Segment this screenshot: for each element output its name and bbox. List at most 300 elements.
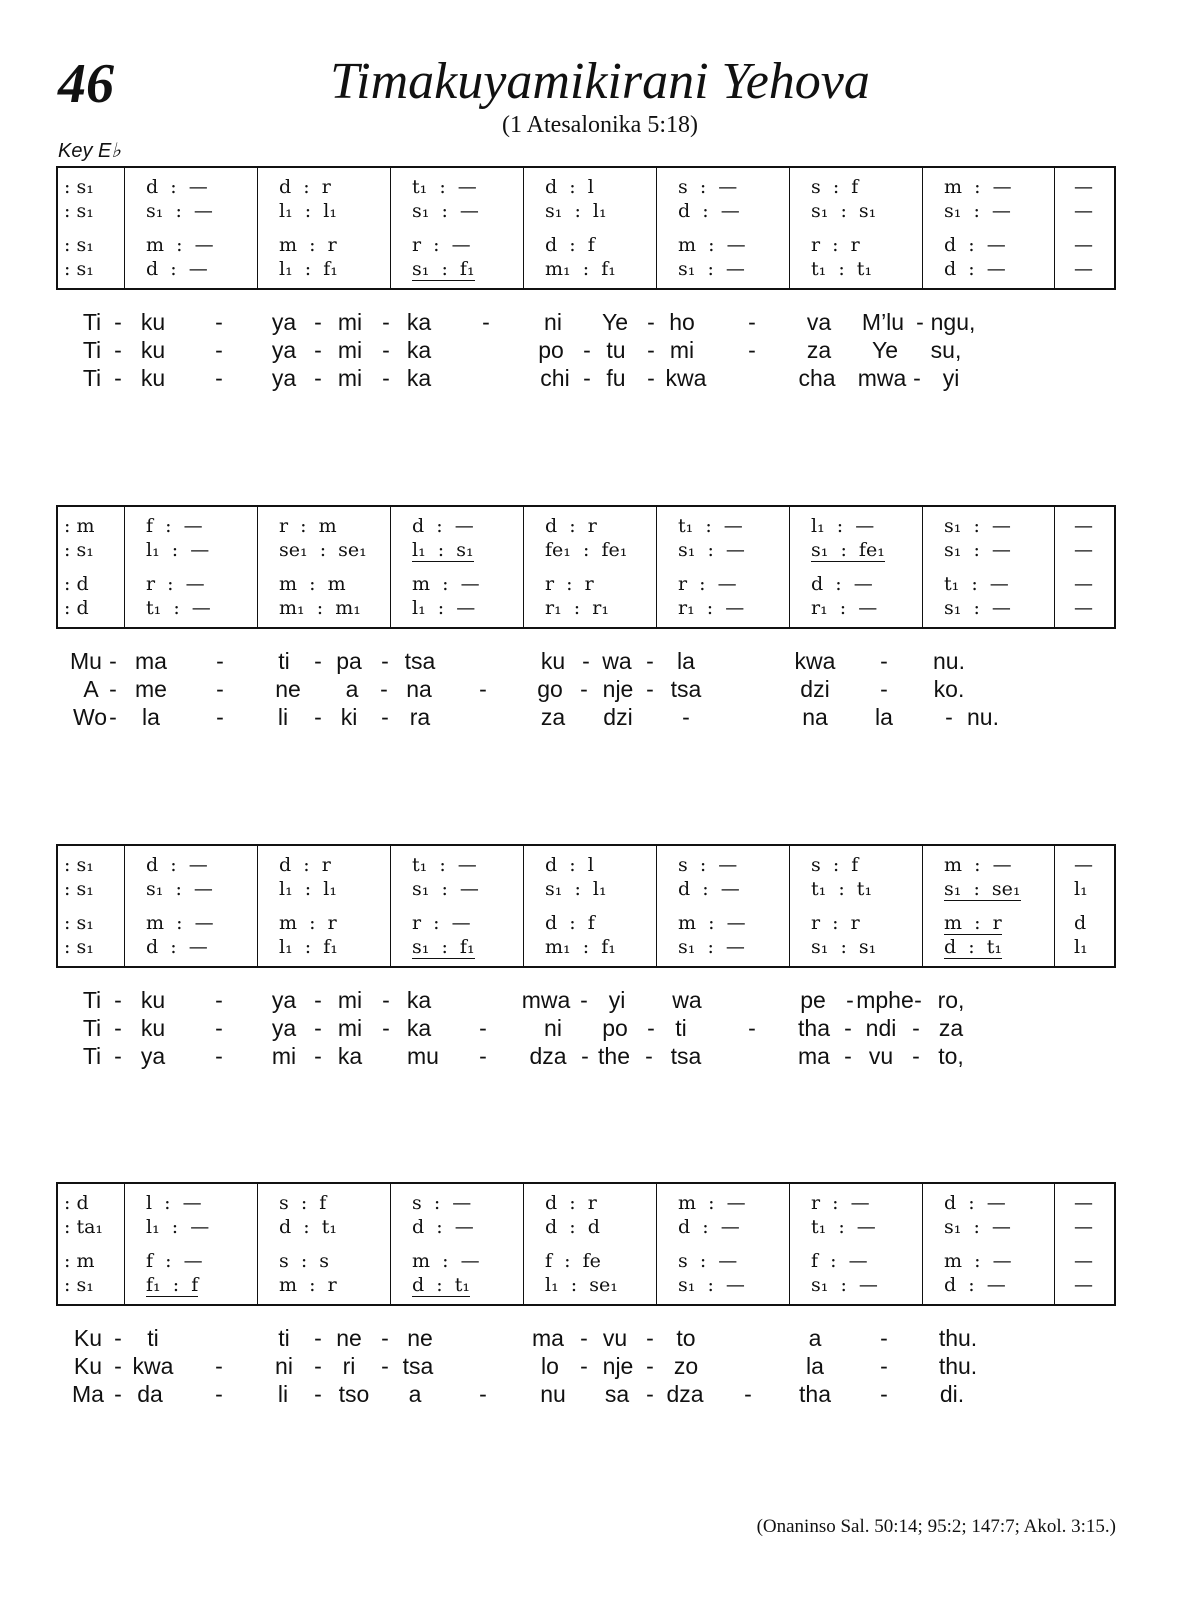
lyric-syllable: ndi	[865, 1015, 897, 1041]
bar-line	[124, 507, 125, 627]
note-cell: f₁ : f	[146, 1274, 199, 1296]
hyphen: -	[382, 987, 390, 1013]
lyric-syllable: ya	[271, 987, 297, 1013]
lyric-syllable: zo	[673, 1353, 699, 1379]
lyric-syllable: nje	[602, 1353, 634, 1379]
lyric-syllable: ku	[140, 309, 166, 335]
note-cell: l₁ : —	[412, 597, 476, 619]
note-cell: : s₁	[64, 176, 94, 198]
note-cell: : s₁	[64, 234, 94, 256]
lyric-syllable: nu.	[967, 704, 999, 730]
note-cell: d : l	[545, 176, 594, 198]
note-cell: f : —	[811, 1250, 868, 1272]
hyphen: -	[479, 676, 487, 702]
lyric-syllable: the	[598, 1043, 630, 1069]
lyric-syllable: Mu	[70, 648, 102, 674]
lyric-syllable: na	[802, 704, 828, 730]
note-cell: t₁ : t₁	[811, 878, 873, 900]
bar-line	[789, 507, 790, 627]
hyphen: -	[580, 676, 588, 702]
lyric-syllable: Ti	[82, 987, 102, 1013]
lyric-syllable: mwa	[857, 365, 907, 391]
lyric-syllable: wa	[602, 648, 632, 674]
bar-line	[257, 168, 258, 288]
note-cell: : s₁	[64, 258, 94, 280]
note-cell: s : —	[678, 176, 738, 198]
hyphen: -	[846, 987, 854, 1013]
lyric-line	[0, 986, 1200, 1014]
note-cell: l₁	[1074, 936, 1088, 958]
note-cell: s₁ : se₁	[944, 878, 1021, 900]
lyric-syllable: to	[676, 1325, 696, 1351]
lyric-syllable: ni	[544, 1015, 562, 1041]
lyric-syllable: ti	[675, 1015, 687, 1041]
note-cell: s : —	[678, 1250, 738, 1272]
lyric-syllable: mi	[337, 365, 363, 391]
bar-line	[523, 846, 524, 966]
note-cell: : m	[64, 515, 95, 537]
note-cell: —	[1074, 1274, 1093, 1296]
lyric-syllable: Ye	[871, 337, 899, 363]
hyphen: -	[216, 648, 224, 674]
hyphen: -	[114, 337, 122, 363]
note-cell: r : r	[811, 912, 860, 934]
lyric-syllable: thu.	[938, 1325, 978, 1351]
lyric-syllable: ni	[275, 1353, 293, 1379]
hyphen: -	[114, 1015, 122, 1041]
note-cell: l₁ : —	[146, 539, 210, 561]
hyphen: -	[880, 648, 888, 674]
note-cell: m₁ : f₁	[545, 936, 616, 958]
note-cell: m : r	[279, 1274, 337, 1296]
note-cell: s₁ : s₁	[811, 936, 877, 958]
note-cell: d : r	[545, 1192, 597, 1214]
note-cell: d : —	[146, 854, 208, 876]
note-cell: —	[1074, 1192, 1093, 1214]
bar-line	[1054, 507, 1055, 627]
hyphen: -	[482, 309, 490, 335]
note-cell: : d	[64, 597, 89, 619]
lyric-syllable: la	[677, 648, 695, 674]
note-cell: s₁ : l₁	[545, 200, 607, 222]
lyric-syllable: da	[137, 1381, 163, 1407]
bar-line	[257, 1184, 258, 1304]
lyric-syllable: ki	[340, 704, 358, 730]
lyric-syllable: ne	[407, 1325, 433, 1351]
note-cell: —	[1074, 176, 1093, 198]
note-cell: m : m	[279, 573, 346, 595]
hyphen: -	[381, 1353, 389, 1379]
note-cell: d : —	[944, 1192, 1006, 1214]
lyric-syllable: a	[408, 1381, 422, 1407]
hyphen: -	[880, 1325, 888, 1351]
note-cell: —	[1074, 515, 1093, 537]
hyphen: -	[748, 1015, 756, 1041]
hyphen: -	[215, 1381, 223, 1407]
lyric-syllable: Ti	[82, 309, 102, 335]
hyphen: -	[682, 704, 690, 730]
bar-line	[124, 1184, 125, 1304]
lyric-syllable: a	[345, 676, 359, 702]
hyphen: -	[114, 1381, 122, 1407]
lyric-syllable: tsa	[670, 676, 702, 702]
lyric-syllable: dzi	[800, 676, 830, 702]
note-cell: d : r	[279, 854, 331, 876]
lyric-syllable: tsa	[670, 1043, 702, 1069]
note-cell: m : —	[146, 912, 214, 934]
note-cell: m : r	[279, 234, 337, 256]
note-cell: r : r	[811, 234, 860, 256]
lyric-syllable: mi	[337, 1015, 363, 1041]
note-cell: d : d	[545, 1216, 600, 1238]
lyric-syllable: kwa	[794, 648, 836, 674]
hyphen: -	[580, 1325, 588, 1351]
hyphen: -	[479, 1015, 487, 1041]
note-cell: s₁ : —	[944, 1216, 1011, 1238]
hyphen: -	[916, 309, 924, 335]
hyphen: -	[382, 1015, 390, 1041]
hyphen: -	[580, 987, 588, 1013]
note-cell: s₁ : —	[412, 200, 479, 222]
lyric-line	[0, 364, 1200, 392]
note-cell: l₁ : —	[811, 515, 875, 537]
bar-line	[922, 507, 923, 627]
lyric-syllable: va	[806, 309, 832, 335]
note-cell: : s₁	[64, 936, 94, 958]
lyric-syllable: ya	[271, 365, 297, 391]
lyric-syllable: tsa	[404, 648, 436, 674]
hyphen: -	[381, 648, 389, 674]
lyric-syllable: ro,	[937, 987, 965, 1013]
note-cell: f : fe	[545, 1250, 601, 1272]
note-cell: d : —	[944, 234, 1006, 256]
lyric-syllable: la	[142, 704, 160, 730]
note-cell: —	[1074, 1250, 1093, 1272]
bar-line	[656, 168, 657, 288]
hyphen: -	[314, 648, 322, 674]
bar-line	[257, 507, 258, 627]
lyric-syllable: ku	[540, 648, 566, 674]
lyric-syllable: ya	[271, 337, 297, 363]
lyric-syllable: ka	[337, 1043, 363, 1069]
note-cell: —	[1074, 597, 1093, 619]
lyric-syllable: Ti	[82, 1043, 102, 1069]
hyphen: -	[912, 1015, 920, 1041]
note-cell: d : t₁	[279, 1216, 337, 1238]
note-cell: l₁ : l₁	[279, 200, 337, 222]
lyric-syllable: Ku	[73, 1353, 103, 1379]
hyphen: -	[114, 1353, 122, 1379]
bar-line	[789, 846, 790, 966]
note-cell: d : —	[944, 258, 1006, 280]
hyphen: -	[381, 704, 389, 730]
hyphen: -	[880, 676, 888, 702]
lyric-line	[0, 1324, 1200, 1352]
lyric-syllable: po	[538, 337, 564, 363]
key-signature: Key E♭	[58, 140, 121, 162]
lyric-syllable: tsa	[402, 1353, 434, 1379]
lyric-syllable: sa	[604, 1381, 630, 1407]
lyric-syllable: ti	[278, 1325, 290, 1351]
lyric-syllable: za	[806, 337, 832, 363]
lyric-syllable: chi	[540, 365, 570, 391]
song-title: Timakuyamikirani Yehova	[330, 53, 870, 110]
lyric-syllable: ti	[147, 1325, 159, 1351]
lyric-syllable: vu	[602, 1325, 628, 1351]
note-cell: : s₁	[64, 539, 94, 561]
staff-system	[56, 844, 1116, 968]
hyphen: -	[314, 704, 322, 730]
bar-line	[390, 507, 391, 627]
note-cell: s₁ : l₁	[545, 878, 607, 900]
note-cell: s₁ : —	[678, 936, 745, 958]
lyric-syllable: ya	[271, 309, 297, 335]
note-cell: t₁ : —	[944, 573, 1009, 595]
bar-line	[523, 507, 524, 627]
lyric-line	[0, 1380, 1200, 1408]
hyphen: -	[114, 987, 122, 1013]
hyphen: -	[109, 676, 117, 702]
hyphen: -	[646, 676, 654, 702]
note-cell: s₁ : —	[811, 1274, 878, 1296]
note-cell: : s₁	[64, 854, 94, 876]
lyric-line	[0, 703, 1200, 731]
note-cell: t₁ : —	[412, 854, 477, 876]
note-cell: s₁ : fe₁	[811, 539, 885, 561]
note-cell: r : r	[545, 573, 594, 595]
note-cell: : ta₁	[64, 1216, 104, 1238]
note-cell: s₁ : —	[146, 200, 213, 222]
note-cell: r : —	[412, 234, 471, 256]
hyphen: -	[114, 309, 122, 335]
hyphen: -	[314, 1325, 322, 1351]
lyric-syllable: dza	[529, 1043, 567, 1069]
lyric-line	[0, 336, 1200, 364]
note-cell: —	[1074, 854, 1093, 876]
hyphen: -	[215, 365, 223, 391]
note-cell: r : —	[678, 573, 737, 595]
hyphen: -	[880, 1381, 888, 1407]
staff-system	[56, 1182, 1116, 1306]
note-cell: s₁ : —	[944, 515, 1011, 537]
note-cell: —	[1074, 258, 1093, 280]
note-cell: s₁ : s₁	[811, 200, 877, 222]
note-cell: s₁ : f₁	[412, 258, 475, 280]
note-cell: l₁ : s₁	[412, 539, 474, 561]
note-cell: r : —	[811, 1192, 870, 1214]
lyric-syllable: ti	[278, 648, 290, 674]
note-cell: : s₁	[64, 912, 94, 934]
note-cell: d : f	[545, 912, 595, 934]
hyphen: -	[912, 1043, 920, 1069]
lyric-syllable: su,	[930, 337, 962, 363]
note-cell: m₁ : f₁	[545, 258, 616, 280]
note-cell: d : t₁	[412, 1274, 470, 1296]
note-cell: r₁ : —	[678, 597, 745, 619]
hyphen: -	[646, 1381, 654, 1407]
hyphen: -	[748, 309, 756, 335]
note-cell: se₁ : se₁	[279, 539, 367, 561]
note-cell: l : —	[146, 1192, 202, 1214]
lyric-syllable: na	[406, 676, 432, 702]
lyric-syllable: ka	[406, 1015, 432, 1041]
hyphen: -	[114, 365, 122, 391]
hyphen: -	[945, 704, 953, 730]
lyric-syllable: ri	[342, 1353, 356, 1379]
hyphen: -	[748, 337, 756, 363]
note-cell: d : —	[678, 1216, 740, 1238]
hyphen: -	[314, 365, 322, 391]
note-cell: t₁ : —	[146, 597, 211, 619]
note-cell: m : r	[279, 912, 337, 934]
lyric-syllable: kwa	[665, 365, 707, 391]
hyphen: -	[382, 309, 390, 335]
lyric-syllable: la	[875, 704, 893, 730]
lyric-syllable: ne	[336, 1325, 362, 1351]
lyric-syllable: nu	[540, 1381, 566, 1407]
note-cell: s₁ : —	[944, 200, 1011, 222]
lyric-syllable: Ti	[82, 1015, 102, 1041]
bar-line	[1054, 168, 1055, 288]
hyphen: -	[314, 987, 322, 1013]
lyric-syllable: tha	[798, 1015, 830, 1041]
note-cell: m : —	[146, 234, 214, 256]
bar-line	[656, 507, 657, 627]
note-cell: l₁ : l₁	[279, 878, 337, 900]
lyric-syllable: mi	[337, 337, 363, 363]
lyric-syllable: tso	[338, 1381, 370, 1407]
hyphen: -	[744, 1381, 752, 1407]
note-cell: —	[1074, 539, 1093, 561]
hyphen: -	[479, 1381, 487, 1407]
note-cell: s : —	[678, 854, 738, 876]
lyric-syllable: ku	[140, 1015, 166, 1041]
lyric-syllable: mi	[337, 987, 363, 1013]
note-cell: —	[1074, 234, 1093, 256]
hyphen: -	[215, 309, 223, 335]
note-cell: d : r	[545, 515, 597, 537]
lyric-syllable: ngu,	[930, 309, 976, 335]
note-cell: d : t₁	[944, 936, 1002, 958]
note-cell: r₁ : —	[811, 597, 878, 619]
hyphen: -	[109, 704, 117, 730]
note-cell: m : —	[944, 176, 1012, 198]
note-cell: t₁ : t₁	[811, 258, 873, 280]
lyric-syllable: yi	[942, 365, 960, 391]
bar-line	[124, 168, 125, 288]
lyric-syllable: ku	[140, 987, 166, 1013]
note-cell: —	[1074, 573, 1093, 595]
hyphen: -	[314, 1043, 322, 1069]
hyphen: -	[314, 1015, 322, 1041]
lyric-syllable: me	[135, 676, 167, 702]
hyphen: -	[646, 1325, 654, 1351]
lyric-syllable: yi	[608, 987, 626, 1013]
note-cell: r : —	[146, 573, 205, 595]
note-cell: m : —	[944, 854, 1012, 876]
lyric-syllable: M’lu	[861, 309, 905, 335]
hyphen: -	[580, 1353, 588, 1379]
footer-references: (Onaninso Sal. 50:14; 95:2; 147:7; Akol. 3:15.)	[756, 1516, 1116, 1537]
note-cell: r₁ : r₁	[545, 597, 609, 619]
hyphen: -	[583, 365, 591, 391]
staff-system	[56, 166, 1116, 290]
bar-line	[390, 168, 391, 288]
hyphen: -	[314, 309, 322, 335]
note-cell: l₁	[1074, 878, 1088, 900]
note-cell: d : —	[146, 258, 208, 280]
lyric-syllable: ma	[532, 1325, 564, 1351]
hyphen: -	[382, 337, 390, 363]
note-cell: r : —	[412, 912, 471, 934]
hyphen: -	[109, 648, 117, 674]
note-cell: m : —	[412, 1250, 480, 1272]
note-cell: s₁ : —	[412, 878, 479, 900]
note-cell: s₁ : —	[944, 597, 1011, 619]
note-cell: m : —	[412, 573, 480, 595]
lyric-syllable: A	[83, 676, 99, 702]
hyphen: -	[647, 365, 655, 391]
lyric-line	[0, 675, 1200, 703]
hyphen: -	[382, 365, 390, 391]
hyphen: -	[646, 1353, 654, 1379]
note-cell: l₁ : se₁	[545, 1274, 618, 1296]
lyric-syllable: tha	[799, 1381, 831, 1407]
hyphen: -	[215, 1015, 223, 1041]
lyric-syllable: ko.	[933, 676, 965, 702]
note-cell: s : f	[811, 854, 859, 876]
note-cell: t₁ : —	[811, 1216, 876, 1238]
hyphen: -	[646, 648, 654, 674]
lyric-syllable: to,	[938, 1043, 964, 1069]
lyric-syllable: wa	[672, 987, 702, 1013]
note-cell: : d	[64, 1192, 89, 1214]
hyphen: -	[583, 337, 591, 363]
hyphen: -	[216, 704, 224, 730]
lyric-syllable: mi	[271, 1043, 297, 1069]
hyphen: -	[215, 337, 223, 363]
hyphen: -	[581, 1043, 589, 1069]
hyphen: -	[647, 1015, 655, 1041]
note-cell: : s₁	[64, 1274, 94, 1296]
lyric-syllable: ka	[406, 987, 432, 1013]
lyric-line	[0, 647, 1200, 675]
hyphen: -	[913, 365, 921, 391]
note-cell: : d	[64, 573, 89, 595]
lyric-syllable: za	[938, 1015, 964, 1041]
bar-line	[523, 168, 524, 288]
note-cell: d : —	[412, 1216, 474, 1238]
note-cell: —	[1074, 1216, 1093, 1238]
lyric-line	[0, 1042, 1200, 1070]
lyric-syllable: go	[537, 676, 563, 702]
note-cell: s₁ : f₁	[412, 936, 475, 958]
note-cell: t₁ : —	[412, 176, 477, 198]
hyphen: -	[914, 987, 922, 1013]
note-cell: m : —	[678, 1192, 746, 1214]
note-cell: l₁ : f₁	[279, 936, 338, 958]
lyric-syllable: mi	[337, 309, 363, 335]
staff-system	[56, 505, 1116, 629]
note-cell: s₁ : —	[678, 539, 745, 561]
lyric-syllable: mphe	[856, 987, 914, 1013]
lyric-syllable: ya	[140, 1043, 166, 1069]
hyphen: -	[215, 1353, 223, 1379]
lyric-syllable: ya	[271, 1015, 297, 1041]
lyric-syllable: Ku	[73, 1325, 103, 1351]
lyric-syllable: mi	[669, 337, 695, 363]
hyphen: -	[844, 1043, 852, 1069]
